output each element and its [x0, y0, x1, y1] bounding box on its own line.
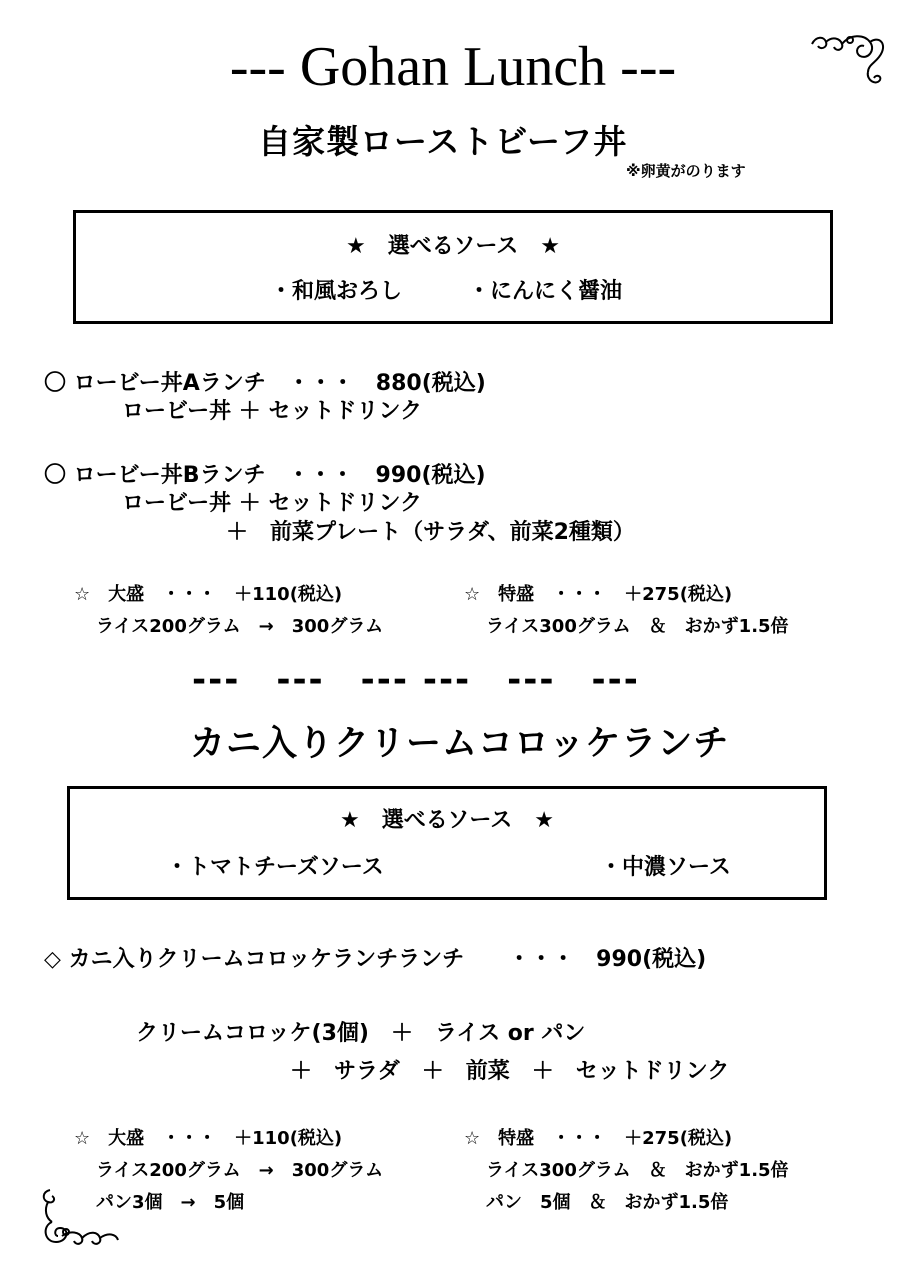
menu-item-croquette-detail: ＋ サラダ ＋ 前菜 ＋ セットドリンク [290, 1059, 730, 1084]
sauce-option: ・中濃ソース [600, 855, 731, 880]
option-tokumori-detail: ライス300グラム ＆ おかず1.5倍 [486, 1160, 789, 1181]
option-oomori-detail: ライス200グラム → 300グラム [96, 616, 384, 637]
menu-item-set-a-detail: ロービー丼 ＋ セットドリンク [122, 399, 422, 424]
section-divider: --- --- --- --- --- --- [192, 660, 640, 700]
option-tokumori-detail: パン 5個 ＆ おかず1.5倍 [486, 1192, 729, 1213]
page-title: --- Gohan Lunch --- [229, 36, 677, 98]
sauce-box-title: ★ 選べるソース ★ [340, 808, 554, 833]
option-tokumori: ☆ 特盛 ・・・ ＋275(税込) [464, 584, 733, 605]
roastbeef-heading: 自家製ローストビーフ丼 [258, 122, 628, 161]
roastbeef-note: ※卵黄がのります [626, 162, 746, 180]
croquette-heading: カニ入りクリームコロッケランチ [190, 724, 730, 764]
sauce-option: ・トマトチーズソース [166, 855, 384, 880]
sauce-box-title: ★ 選べるソース ★ [346, 234, 560, 259]
option-oomori-detail: パン3個 → 5個 [96, 1192, 245, 1213]
menu-item-croquette-set: ◇ カニ入りクリームコロッケランチランチ ・・・ 990(税込) [44, 947, 707, 972]
option-tokumori: ☆ 特盛 ・・・ ＋275(税込) [464, 1128, 733, 1149]
sauce-option: ・にんにく醤油 [468, 279, 623, 304]
option-oomori-detail: ライス200グラム → 300グラム [96, 1160, 384, 1181]
menu-item-set-a: 〇 ロービー丼Aランチ ・・・ 880(税込) [44, 371, 486, 396]
menu-item-croquette-detail: クリームコロッケ(3個) ＋ ライス or パン [136, 1021, 586, 1046]
option-oomori: ☆ 大盛 ・・・ ＋110(税込) [74, 584, 343, 605]
menu-item-set-b-detail: ＋ 前菜プレート（サラダ、前菜2種類） [226, 520, 635, 545]
croquette-sauce-box [67, 786, 827, 900]
menu-item-set-b-detail: ロービー丼 ＋ セットドリンク [122, 491, 422, 516]
roastbeef-sauce-box [73, 210, 833, 324]
sauce-option: ・和風おろし [270, 279, 403, 304]
menu-item-set-b: 〇 ロービー丼Bランチ ・・・ 990(税込) [44, 463, 486, 488]
option-tokumori-detail: ライス300グラム ＆ おかず1.5倍 [486, 616, 789, 637]
option-oomori: ☆ 大盛 ・・・ ＋110(税込) [74, 1128, 343, 1149]
